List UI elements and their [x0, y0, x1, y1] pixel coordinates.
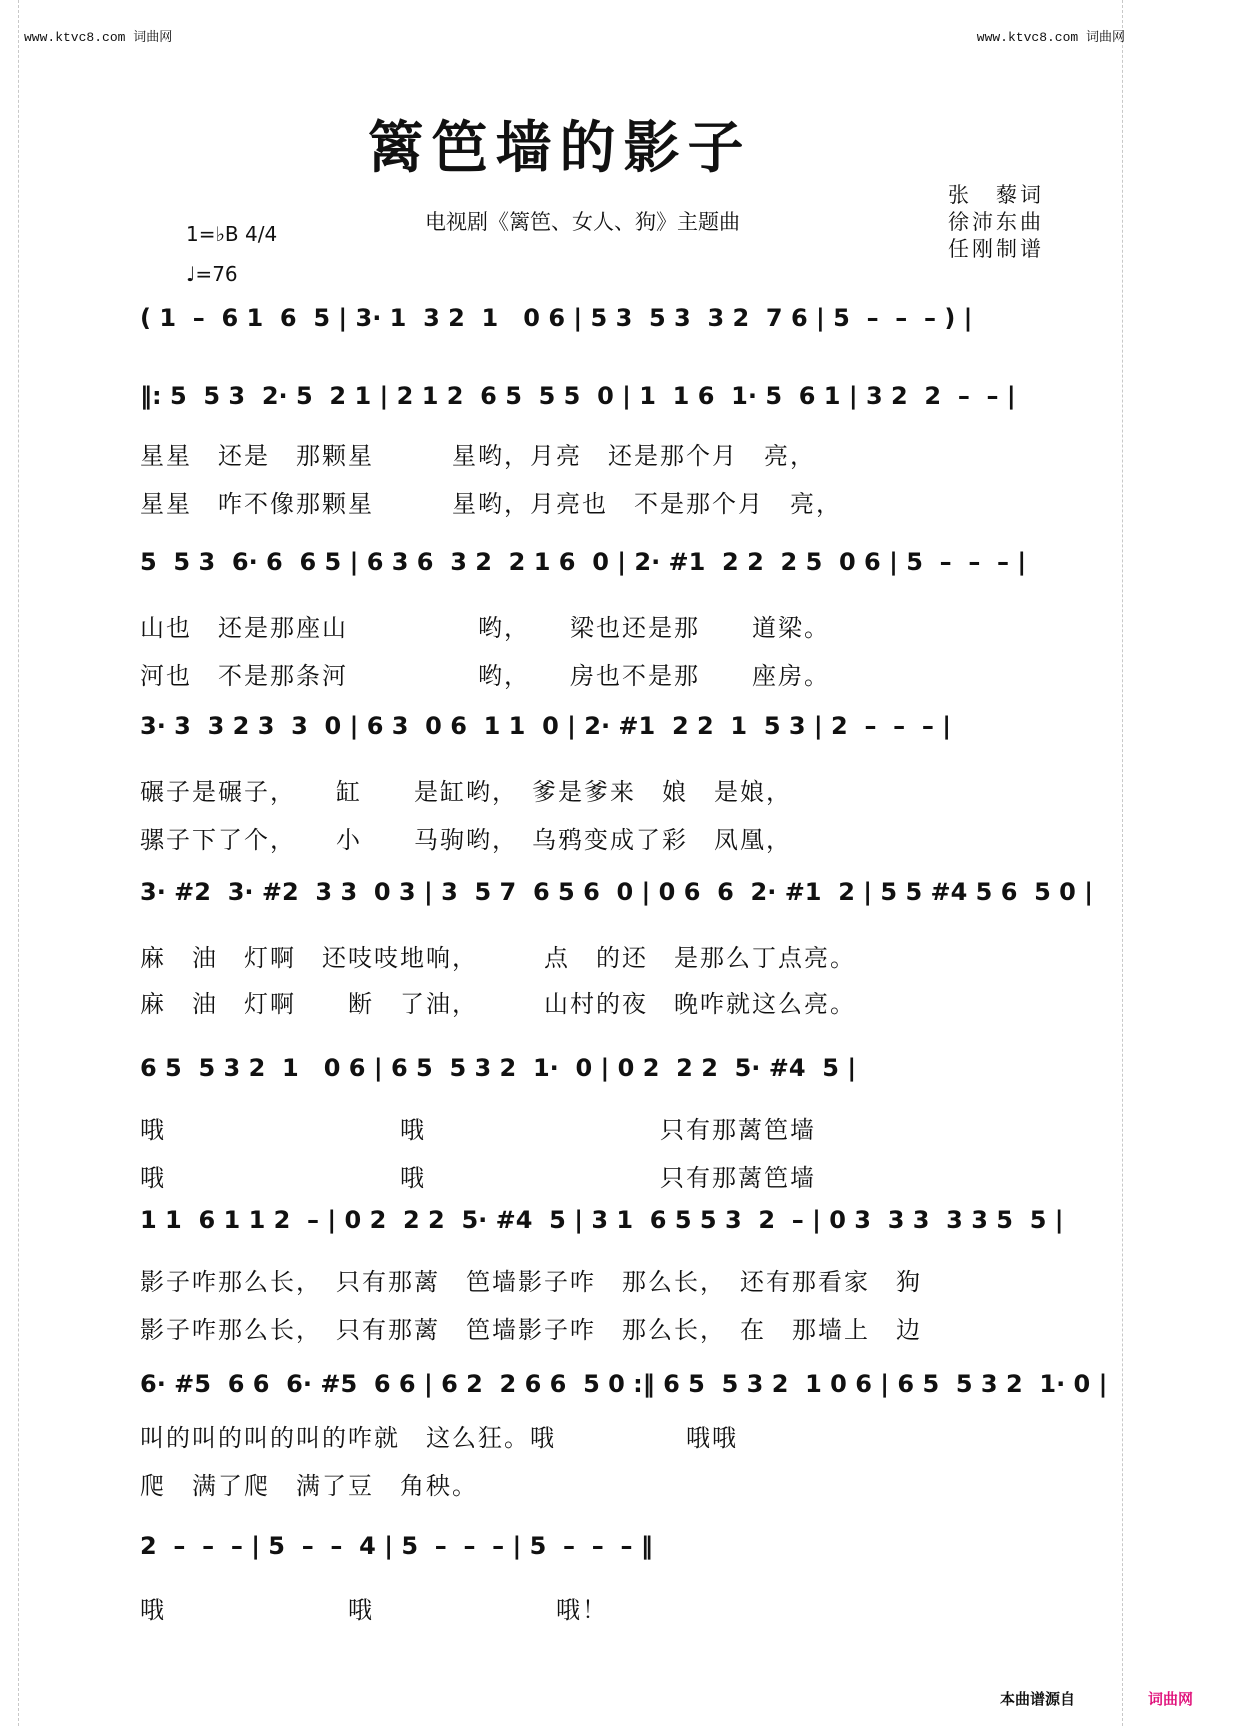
- composer-credit: 徐沛东曲: [948, 210, 1044, 234]
- music-row-4: 3· 3 3 2 3 3 0 | 6 3 0 6 1 1 0 | 2· #1 2 2 1 5 3 | 2 – – – |: [140, 712, 952, 740]
- music-row-1: ( 1 – 6 1 6 5 | 3· 1 3 2 1 0 6 | 5 3 5 3 3 2 7 6 | 5 – – – ) |: [140, 304, 973, 332]
- credits: [948, 182, 1044, 263]
- lyric-row-8a: 叫的叫的叫的叫的咋就 这么狂。哦 哦哦: [140, 1424, 738, 1452]
- lyric-row-5a: 麻 油 灯啊 还吱吱地响， 点 的还 是那么丁点亮。: [140, 944, 856, 972]
- key-signature: 1=♭B 4/4: [186, 222, 278, 246]
- music-row-8: 6· #5 6 6 6· #5 6 6 | 6 2 2 6 6 5 0 :‖ 6 5 5 3 2 1 0 6 | 6 5 5 3 2 1· 0 |: [140, 1370, 1108, 1398]
- song-subtitle: 电视剧《篱笆、女人、狗》主题曲: [425, 210, 740, 234]
- arranger-credit: 任刚制谱: [948, 237, 1044, 261]
- lyric-row-4b: 骡子下了个， 小 马驹哟， 乌鸦变成了彩 凤凰，: [140, 826, 792, 854]
- music-row-5: 3· #2 3· #2 3 3 0 3 | 3 5 7 6 5 6 0 | 0 6 6 2· #1 2 | 5 5 #4 5 6 5 0 |: [140, 878, 1094, 906]
- lyric-row-9a: 哦 哦 哦！: [140, 1596, 608, 1624]
- music-row-3: 5 5 3 6· 6 6 5 | 6 3 6 3 2 2 1 6 0 | 2· #1 2 2 2 5 0 6 | 5 – – – |: [140, 548, 1027, 576]
- lyric-row-2b: 星星 咋不像那颗星 星哟，月亮也 不是那个月 亮，: [140, 490, 842, 518]
- lyric-row-8b: 爬 满了爬 满了豆 角秧。: [140, 1472, 478, 1500]
- right-margin-strip: [1122, 0, 1141, 1726]
- music-row-7: 1 1 6 1 1 2 – | 0 2 2 2 5· #4 5 | 3 1 6 5 5 3 2 – | 0 3 3 3 3 3 5 5 |: [140, 1206, 1064, 1234]
- song-title: 篱笆墙的影子: [367, 115, 752, 181]
- music-row-9: 2 – – – | 5 – – 4 | 5 – – – | 5 – – – ‖: [140, 1532, 653, 1560]
- lyric-row-7b: 影子咋那么长， 只有那蓠 笆墙影子咋 那么长， 在 那墙上 边: [140, 1316, 922, 1344]
- tempo-marking: ♩=76: [186, 262, 238, 286]
- lyric-row-5b: 麻 油 灯啊 断 了油， 山村的夜 晚咋就这么亮。: [140, 990, 856, 1018]
- lyric-row-3b: 河也 不是那条河 哟， 房也不是那 座房。: [140, 662, 830, 690]
- footer-source-label: 本曲谱源自: [1000, 1690, 1076, 1708]
- lyric-row-6a: 哦 哦 只有那蓠笆墙: [140, 1116, 816, 1144]
- lyric-row-7a: 影子咋那么长， 只有那蓠 笆墙影子咋 那么长， 还有那看家 狗: [140, 1268, 922, 1296]
- music-row-6: 6 5 5 3 2 1 0 6 | 6 5 5 3 2 1· 0 | 0 2 2 2 5· #4 5 |: [140, 1054, 857, 1082]
- left-margin-strip: [0, 0, 19, 1726]
- lyric-row-6b: 哦 哦 只有那蓠笆墙: [140, 1164, 816, 1192]
- site-url-right: www.ktvc8.com 词曲网: [976, 30, 1125, 45]
- music-row-2: ‖: 5 5 3 2· 5 2 1 | 2 1 2 6 5 5 5 0 | 1 1 6 1· 5 6 1 | 3 2 2 – – |: [140, 382, 1016, 410]
- lyricist-credit: 张 藜词: [948, 183, 1044, 207]
- footer-site-link[interactable]: 词曲网: [1148, 1690, 1194, 1708]
- lyric-row-3a: 山也 还是那座山 哟， 梁也还是那 道梁。: [140, 614, 830, 642]
- site-url-left: www.ktvc8.com 词曲网: [24, 30, 173, 45]
- lyric-row-2a: 星星 还是 那颗星 星哟，月亮 还是那个月 亮，: [140, 442, 816, 470]
- lyric-row-4a: 碾子是碾子， 缸 是缸哟， 爹是爹来 娘 是娘，: [140, 778, 792, 806]
